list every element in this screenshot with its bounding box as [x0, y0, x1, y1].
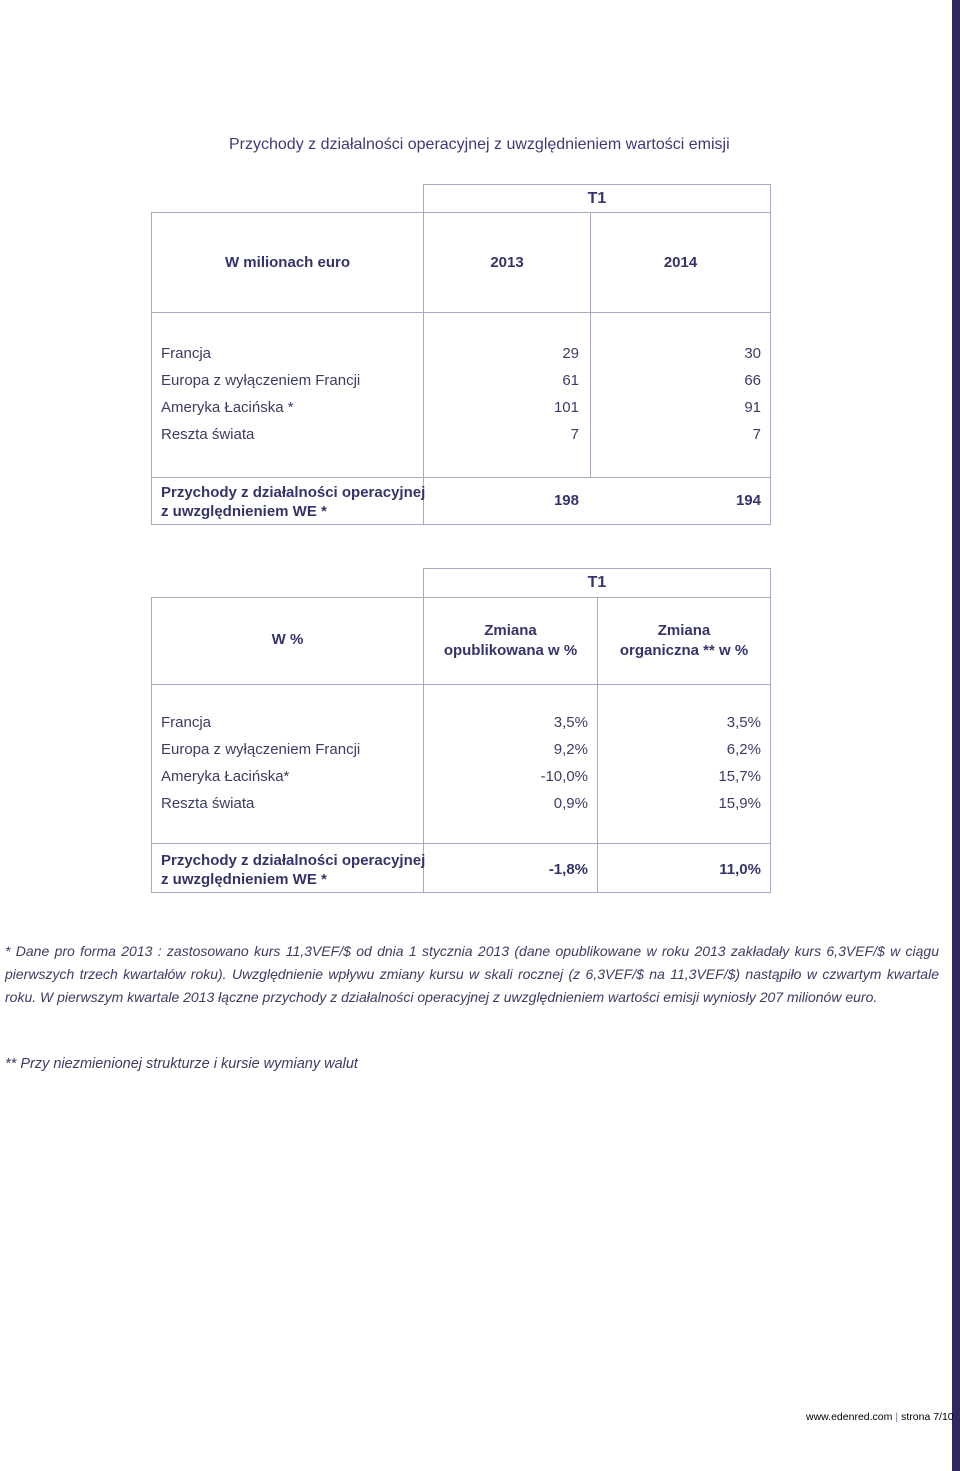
reported-change-line2: opublikowana w %	[443, 642, 578, 659]
row-value-2013: 7	[570, 426, 579, 443]
organic-change-line1: Zmiana	[657, 622, 711, 639]
row-value-2014: 7	[752, 426, 761, 443]
reported-change-label	[423, 621, 598, 661]
unit-label: W milionach euro	[224, 254, 350, 271]
total-label-line1: Przychody z działalności operacyjnej	[161, 484, 426, 501]
total-label-line2: z uwzględnieniem WE *	[161, 503, 327, 520]
period-label: T1	[587, 574, 607, 591]
row-value-2014: 66	[744, 372, 761, 389]
footnote-pro-forma: * Dane pro forma 2013 : zastosowano kurs 11,3VEF/$ od dnia 1 stycznia 2013 (dane opublikowane w roku 2013 zakładały kurs 6,3VEF/$ w ciągu pierwszych trzech kwartałów roku). Uwzględnienie wpływu zmiany kursu w skali rocznej (z 6,3VEF/$ na 11,3VEF/$) nastąpiło w czwartym kwartale roku. W pierwszym kwartale 2013 łączne przychody z działalności operacyjnej z uwzględnieniem wartości emisji wyniosły 207 milionów euro.	[5, 943, 939, 1005]
row-label: Francja	[161, 714, 212, 731]
footer-page-number: strona 7/10	[901, 1411, 954, 1423]
row-value-reported: 0,9%	[553, 795, 588, 812]
row-value-organic: 15,7%	[718, 768, 761, 785]
page-title: Przychody z działalności operacyjnej z uwzględnieniem wartości emisji	[229, 136, 730, 153]
regions-label-cell	[151, 312, 424, 478]
row-value-organic: 6,2%	[726, 741, 761, 758]
regions-label-cell	[151, 684, 424, 844]
col-2014-label: 2014	[663, 254, 698, 271]
side-accent-bar	[952, 0, 960, 1471]
page-footer	[806, 1411, 954, 1423]
row-label: Europa z wyłączeniem Francji	[161, 741, 361, 758]
footnote-organic: ** Przy niezmienionej strukturze i kursie wymiany walut	[5, 1056, 358, 1072]
row-value-2014: 91	[744, 399, 761, 416]
total-value-reported: -1,8%	[548, 861, 588, 878]
row-label: Reszta świata	[161, 426, 255, 443]
organic-change-line2: organiczna ** w %	[619, 642, 749, 659]
total-label-line1: Przychody z działalności operacyjnej	[161, 852, 426, 869]
footer-separator: |	[895, 1411, 899, 1423]
row-value-organic: 15,9%	[718, 795, 761, 812]
total-value-2014: 194	[735, 492, 761, 509]
reported-change-line1: Zmiana	[484, 622, 537, 639]
total-label-line2: z uwzględnieniem WE *	[161, 871, 327, 888]
total-value-2013: 198	[553, 492, 579, 509]
regions-2013-cell	[423, 312, 591, 478]
organic-change-label	[597, 621, 771, 661]
total-label	[161, 851, 425, 889]
row-label: Reszta świata	[161, 795, 255, 812]
row-value-reported: -10,0%	[540, 768, 588, 785]
row-value-organic: 3,5%	[726, 714, 761, 731]
row-label: Ameryka Łacińska *	[161, 399, 294, 416]
row-label: Francja	[161, 345, 212, 362]
row-value-2013: 101	[553, 399, 579, 416]
row-value-2013: 61	[562, 372, 579, 389]
col-2013-label: 2013	[490, 254, 524, 271]
row-value-reported: 9,2%	[553, 741, 588, 758]
total-label	[161, 483, 425, 521]
period-label: T1	[587, 190, 607, 207]
row-value-2013: 29	[562, 345, 579, 362]
total-value-organic: 11,0%	[719, 861, 761, 878]
unit-label: W %	[271, 631, 304, 648]
footer-site-link[interactable]: www.edenred.com	[806, 1411, 893, 1423]
regions-organic-cell	[597, 684, 771, 844]
row-label: Ameryka Łacińska*	[161, 768, 290, 785]
row-value-2014: 30	[744, 345, 761, 362]
row-label: Europa z wyłączeniem Francji	[161, 372, 361, 389]
regions-reported-cell	[423, 684, 598, 844]
row-value-reported: 3,5%	[553, 714, 588, 731]
regions-2014-cell	[590, 312, 771, 478]
